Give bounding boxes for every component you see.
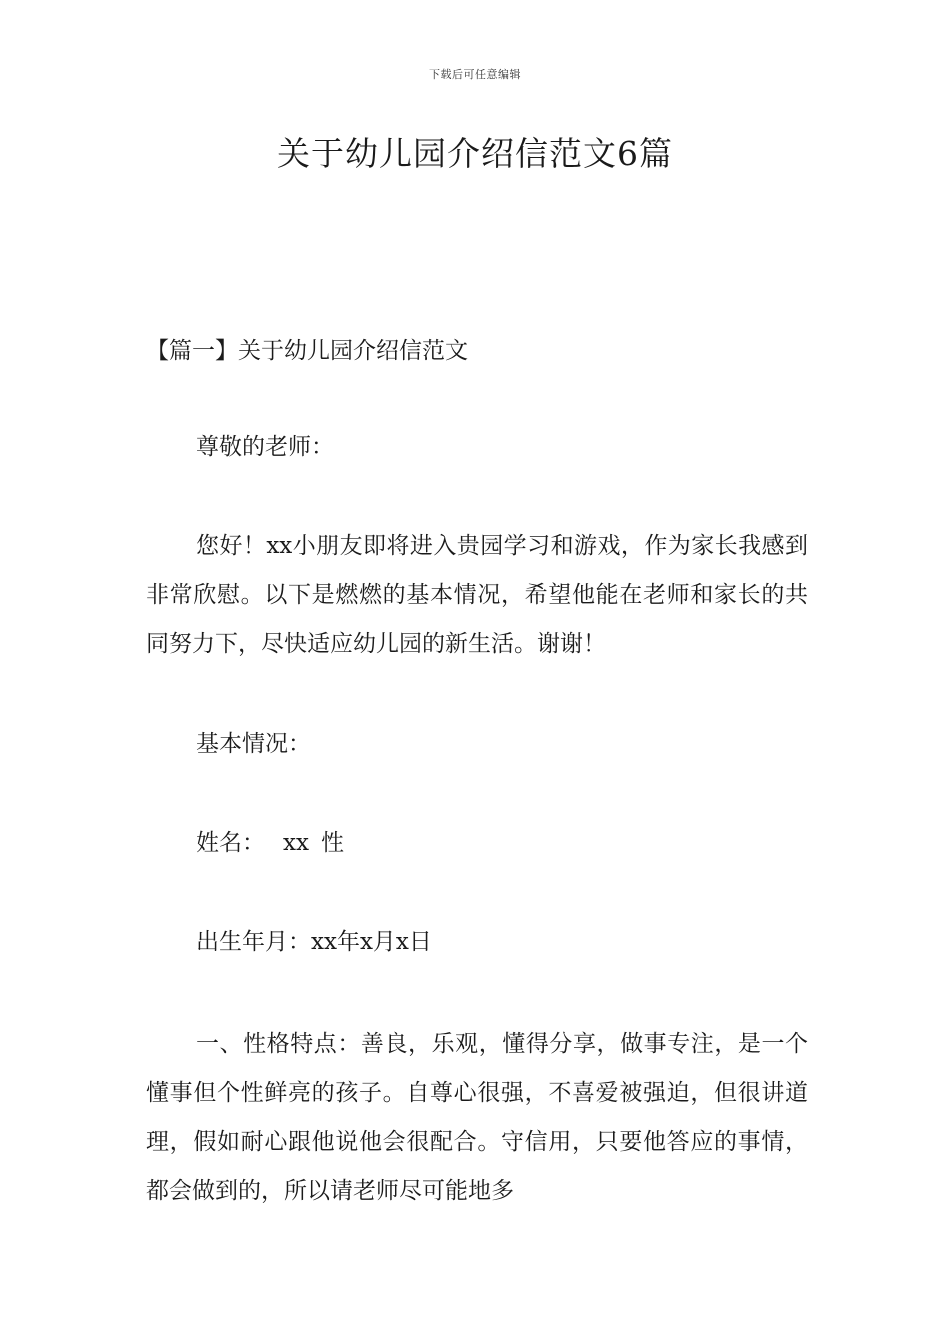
name-label: 姓名： xyxy=(196,830,265,856)
name-line xyxy=(146,819,808,868)
basic-info-label: 基本情况： xyxy=(196,731,311,757)
name-value: xx xyxy=(283,830,309,856)
header-note: 下载后可任意编辑 xyxy=(429,68,521,81)
document-title: 关于幼儿园介绍信范文6篇 xyxy=(277,134,673,173)
gender-label: 性 xyxy=(320,830,344,856)
traits-paragraph: 一、性格特点：善良，乐观，懂得分享，做事专注，是一个懂事但个性鲜亮的孩子。自尊心很强，不喜爱被强迫，但很讲道理，假如耐心跟他说他会很配合。守信用，只要他答应的事情，都会做到的，所以请老师尽可能地多 xyxy=(146,1031,808,1204)
birth-line: 出生年月：xx年x月x日 xyxy=(196,929,432,955)
greeting-paragraph: 尊敬的老师： xyxy=(196,434,334,460)
intro-paragraph: 您好！xx小朋友即将进入贵园学习和游戏，作为家长我感到非常欣慰。以下是燃燃的基本情况，希望他能在老师和家长的共同努力下，尽快适应幼儿园的新生活。谢谢！ xyxy=(146,533,808,657)
section-heading: 【篇一】关于幼儿园介绍信范文 xyxy=(146,338,468,364)
